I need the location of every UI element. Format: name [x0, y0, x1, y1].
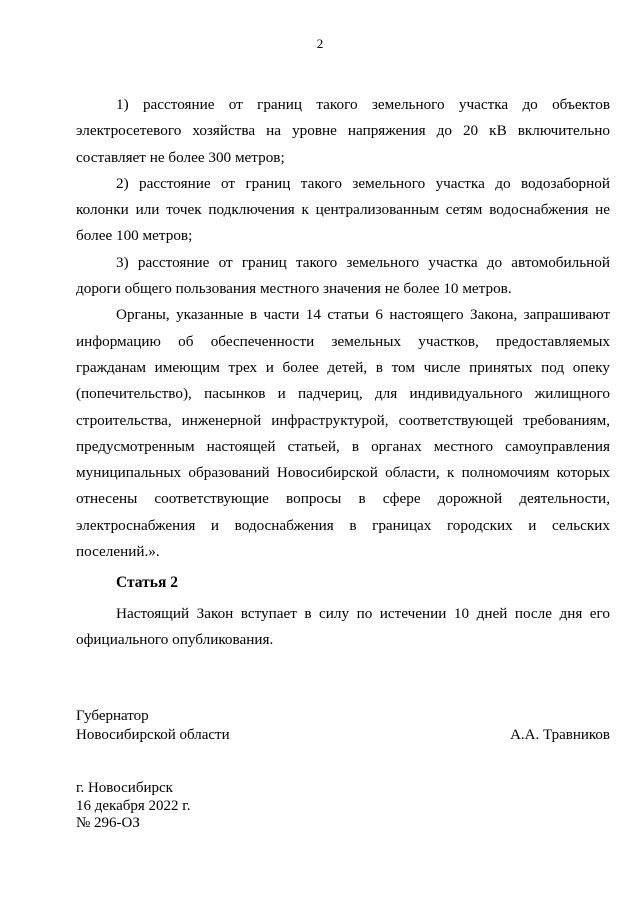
- paragraph-item-2: 2) расстояние от границ такого земельного участка до водозаборной колонки или точек подключения к централизованным сетям водоснабжения не более 100 метров;: [76, 174, 610, 245]
- article-text: Настоящий Закон вступает в силу по истечении 10 дней после дня его официального опубликования.: [76, 605, 610, 649]
- meta-number: № 296-ОЗ: [76, 815, 140, 831]
- signature-block: [76, 707, 610, 745]
- paragraph-item-3: 3) расстояние от границ такого земельного участка до автомобильной дороги общего пользования местного значения не более 10 метров.: [76, 253, 610, 298]
- article-text-block: [76, 601, 610, 654]
- signature-title-line2: Новосибирской области: [76, 727, 230, 743]
- paragraph-item-1: 1) расстояние от границ такого земельного участка до объектов электросетевого хозяйства на уровне напряжения до 20 кВ включительно составляет не более 300 метров;: [76, 96, 610, 166]
- signature-title-line1: Губернатор: [76, 708, 149, 724]
- meta-date: 16 декабря 2022 г.: [76, 797, 191, 814]
- document-meta: [76, 780, 191, 833]
- article-heading: Статья 2: [116, 574, 178, 591]
- signature-row: [76, 726, 610, 745]
- paragraph-organs: Органы, указанные в части 14 статьи 6 настоящего Закона, запрашивают информацию об обеспеченности земельных участков, предоставляемых гражданам имеющим трех и более детей, в том числе принятых под опеку (попечительство), пасынков и падчериц, для индивидуального жилищного строительства, инженерной инфраструктурой, соответствующей требованиям, предусмотренным настоящей статьей, в органах местного самоуправления муниципальных образований Новосибирской области, к полномочиям которых отнесены соответствующие вопросы в сфере дорожной деятельности, электроснабжения и водоснабжения в границах городских и сельских поселений.».: [76, 306, 610, 561]
- law-body: [76, 92, 610, 565]
- meta-city: г. Новосибирск: [76, 780, 173, 796]
- page-number: 2: [316, 36, 324, 51]
- signature-name: А.А. Травников: [510, 727, 610, 743]
